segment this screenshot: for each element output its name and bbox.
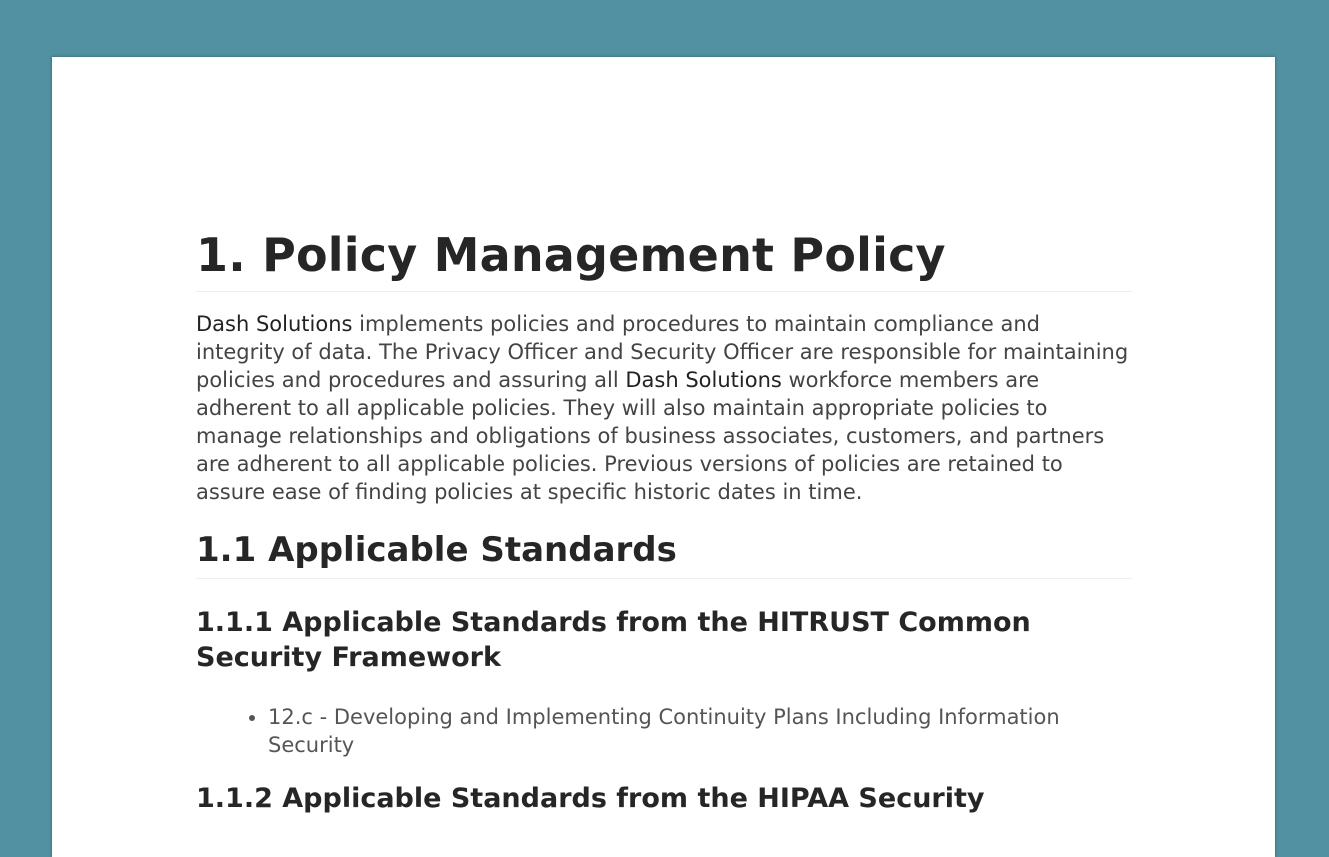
org-name: Dash Solutions xyxy=(196,312,353,336)
document-page xyxy=(52,57,1275,857)
subsection-heading-hipaa: 1.1.2 Applicable Standards from the HIPAA Security xyxy=(196,783,985,814)
list-item: • 12.c - Developing and Implementing Continuity Plans Including Information Security xyxy=(268,703,1132,759)
hitrust-standards-list xyxy=(196,703,1132,759)
section-heading-applicable-standards: 1.1 Applicable Standards xyxy=(196,528,1132,579)
subsection-heading-hitrust: 1.1.1 Applicable Standards from the HITRUST Common Security Framework xyxy=(196,607,1031,673)
page-title: 1. Policy Management Policy xyxy=(196,227,1132,292)
intro-paragraph xyxy=(196,310,1132,506)
document-content xyxy=(196,227,1132,816)
intro-text-1: implements policies and procedures to maintain compliance and integrity of data. The Privacy Officer and Security Officer are responsible for maintaining policies and procedures and assuring all xyxy=(196,312,1129,392)
org-name: Dash Solutions xyxy=(625,368,782,392)
intro-text-2: workforce members are adherent to all applicable policies. They will also maintain appropriate policies to manage relationships and obligations of business associates, customers, and partners are adherent to all applicable policies. Previous versions of policies are retained to assure ease of finding policies at specific historic dates in time. xyxy=(196,368,1105,504)
